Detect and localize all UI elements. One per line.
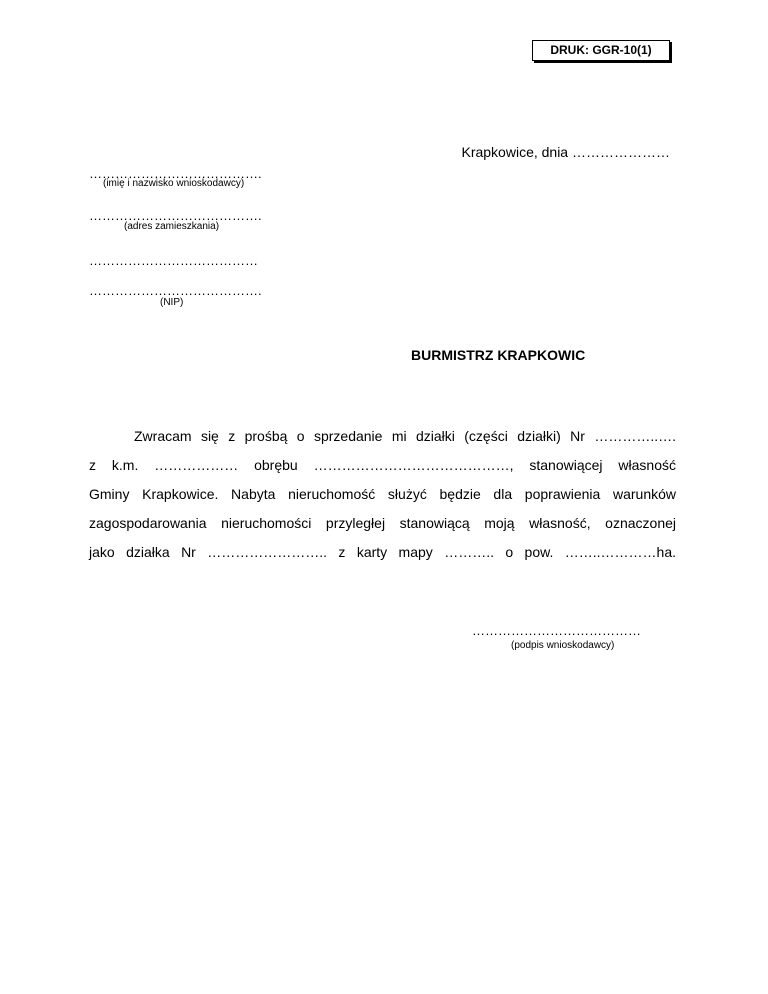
request-body <box>89 422 676 567</box>
signature-line: ………………………………… <box>472 623 641 638</box>
addressee-heading: BURMISTRZ KRAPKOWIC <box>411 347 586 363</box>
body-line: jako działka Nr …………………….. z karty mapy ……….. o pow. ……..…………ha. <box>89 544 676 560</box>
body-line: Zwracam się z prośbą o sprzedanie mi działki (części działki) Nr …………..…. <box>134 428 676 444</box>
applicant-extra-line: ………………………………… <box>89 253 258 268</box>
body-line: Gminy Krapkowice. Nabyta nieruchomość służyć będzie dla poprawienia warunków <box>89 486 676 502</box>
applicant-address-caption: (adres zamieszkania) <box>124 221 220 232</box>
place-date: Krapkowice, dnia ………………… <box>461 144 670 160</box>
applicant-nip-line: …………………………………. <box>89 283 262 298</box>
signature-caption: (podpis wnioskodawcy) <box>511 640 615 651</box>
applicant-address-line: …………………………………. <box>89 208 262 223</box>
body-line: z k.m. ……………… obrębu ……………………………………, stanowiącej własność <box>89 457 676 473</box>
applicant-name-caption: (imię i nazwisko wnioskodawcy) <box>103 178 245 189</box>
applicant-name-line: …………………………………. <box>89 166 262 181</box>
form-code-box: DRUK: GGR-10(1) <box>532 40 670 61</box>
applicant-nip-caption: (NIP) <box>160 297 184 308</box>
body-line: zagospodarowania nieruchomości przyległej stanowiącą moją własność, oznaczonej <box>89 515 676 531</box>
